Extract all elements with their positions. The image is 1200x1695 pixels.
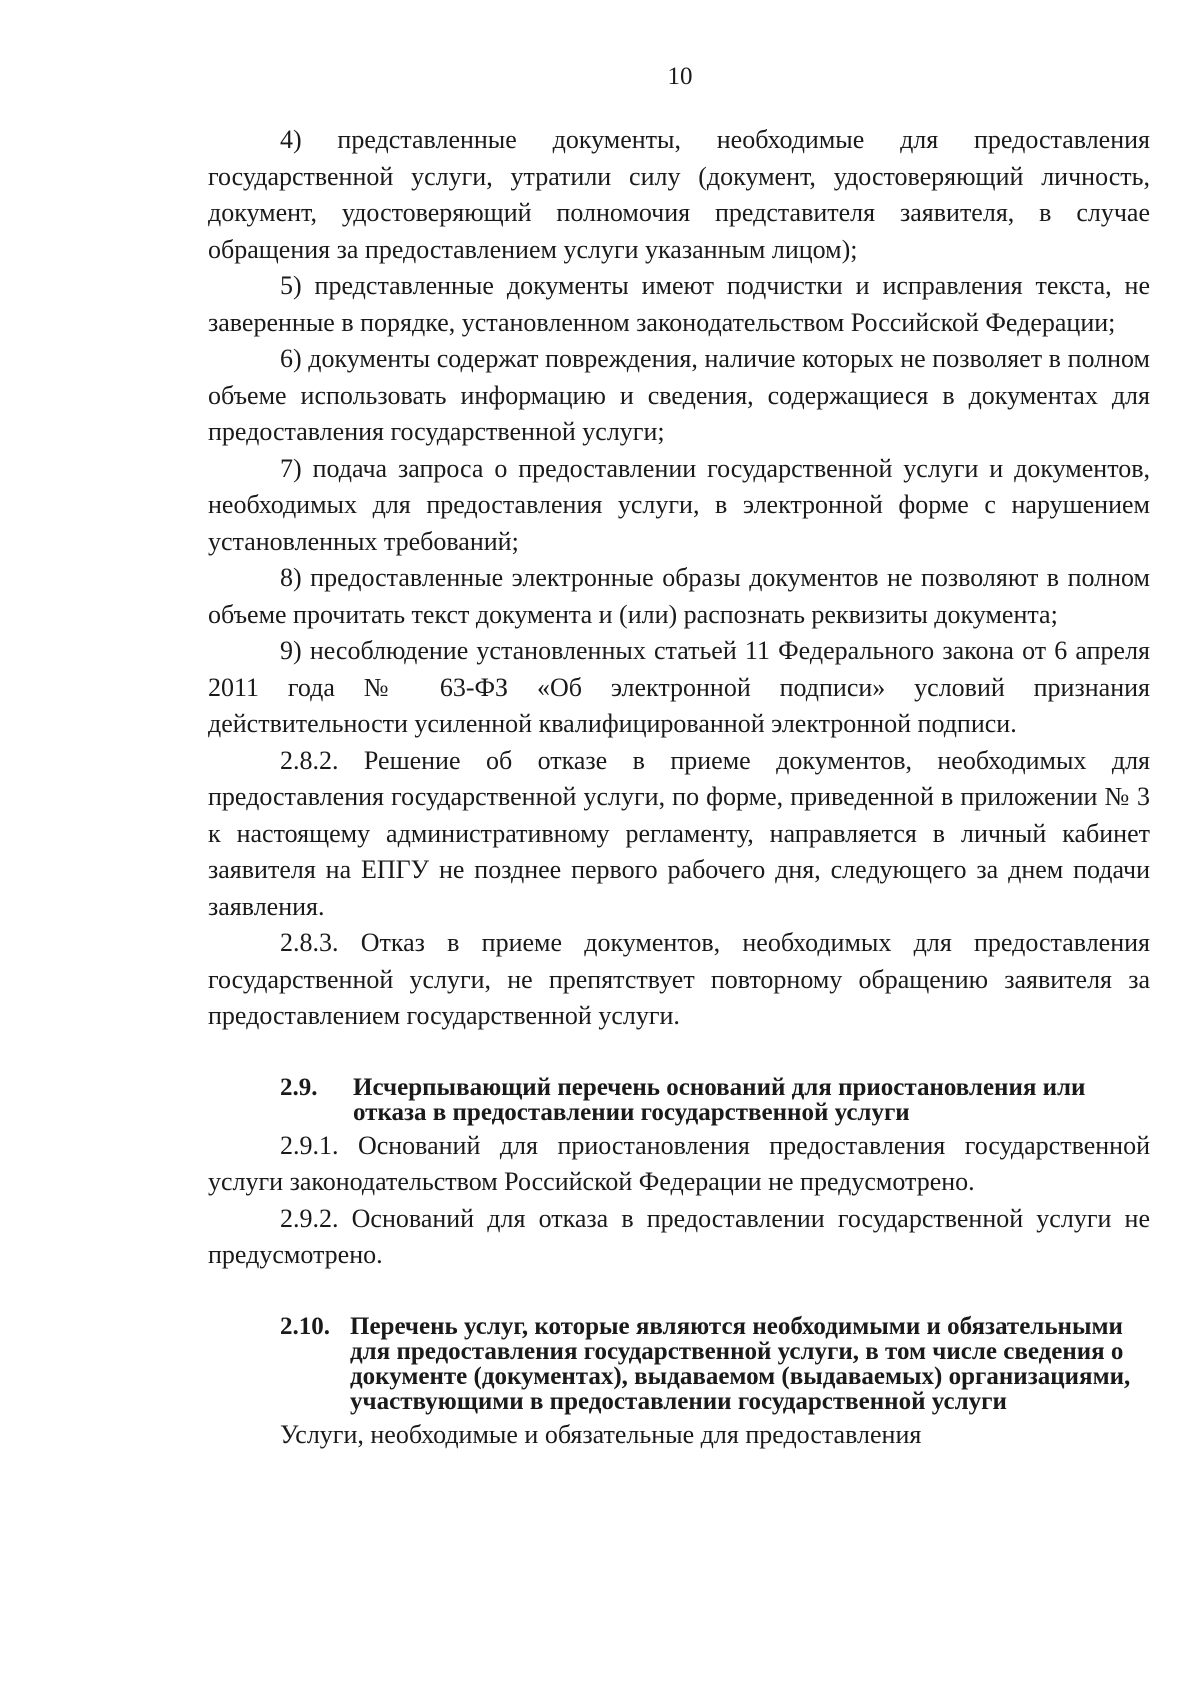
page-number: 10 bbox=[667, 63, 693, 90]
section-title: Исчерпывающий перечень оснований для приостановления или отказа в предоставлении государственной услуги bbox=[353, 1073, 1086, 1126]
section-heading-2-9 bbox=[208, 1075, 1150, 1125]
list-item-8: 8) предоставленные электронные образы документов не позволяют в полном объеме прочитать текст документа и (или) распознать реквизиты документа; bbox=[208, 563, 1150, 629]
clause-2-8-2: 2.8.2. Решение об отказе в приеме документов, необходимых для предоставления государственной услуги, по форме, приведенной в приложении № 3 к настоящему административному регламенту, направляется в личный кабинет заявителя на ЕПГУ не позднее первого рабочего дня, следующего за днем подачи заявления. bbox=[208, 745, 1150, 921]
section-number: 2.10. bbox=[280, 1312, 330, 1340]
document-body bbox=[208, 122, 1150, 1453]
section-heading-2-10 bbox=[208, 1314, 1150, 1414]
clause-2-8-3: 2.8.3. Отказ в приеме документов, необходимых для предоставления государственной услуги, не препятствует повторному обращению заявителя за предоставлением государственной услуги. bbox=[208, 928, 1150, 1030]
clause-2-9-2: 2.9.2. Оснований для отказа в предоставлении государственной услуги не предусмотрено. bbox=[208, 1203, 1150, 1269]
list-item-6: 6) документы содержат повреждения, наличие которых не позволяет в полном объеме использовать информацию и сведения, содержащиеся в документах для предоставления государственной услуги; bbox=[208, 344, 1150, 446]
clause-2-9-1: 2.9.1. Оснований для приостановления предоставления государственной услуги законодательством Российской Федерации не предусмотрено. bbox=[208, 1130, 1150, 1196]
list-item-9: 9) несоблюдение установленных статьей 11 Федерального закона от 6 апреля 2011 года № 63-ФЗ «Об электронной подписи» условий признания действительности усиленной квалифицированной электронной подписи. bbox=[208, 636, 1150, 738]
list-item-5: 5) представленные документы имеют подчистки и исправления текста, не заверенные в порядке, установленном законодательством Российской Федерации; bbox=[208, 271, 1150, 337]
section-title: Перечень услуг, которые являются необходимыми и обязательными для предоставления государственной услуги, в том числе сведения о документе (документах), выдаваемом (выдаваемых) организациями, участвующими в предоставлении государственной услуги bbox=[350, 1312, 1131, 1415]
list-item-4: 4) представленные документы, необходимые для предоставления государственной услуги, утратили силу (документ, удостоверяющий личность, документ, удостоверяющий полномочия представителя заявителя, в случае обращения за предоставлением услуги указанным лицом); bbox=[208, 125, 1150, 264]
clause-2-10-text: Услуги, необходимые и обязательные для предоставления bbox=[280, 1419, 922, 1449]
list-item-7: 7) подача запроса о предоставлении государственной услуги и документов, необходимых для предоставления услуги, в электронной форме с нарушением установленных требований; bbox=[208, 453, 1150, 556]
section-number: 2.9. bbox=[280, 1073, 318, 1101]
